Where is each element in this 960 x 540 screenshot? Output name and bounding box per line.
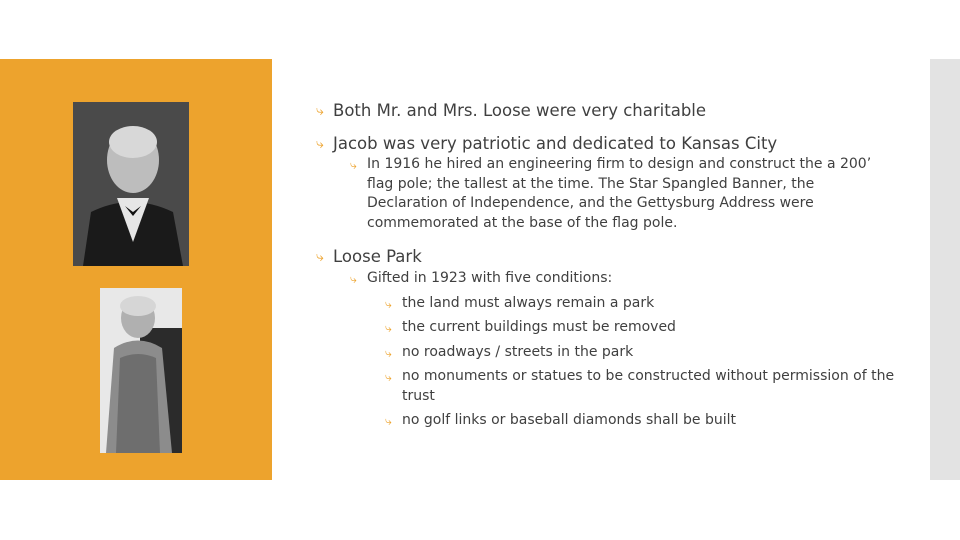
condition-item: ⤷ the land must always remain a park (385, 294, 896, 314)
bullet-gifted: ⤷ Gifted in 1923 with five conditions: (350, 269, 896, 289)
right-grey-bar (930, 59, 960, 480)
curved-arrow-bullet-icon: ⤷ (385, 296, 392, 311)
curved-arrow-bullet-icon: ⤷ (316, 103, 324, 119)
bullet-patriotic: ⤷ Jacob was very patriotic and dedicated to Kansas City (316, 134, 778, 153)
condition-item: ⤷ the current buildings must be removed (385, 318, 896, 338)
condition-item: ⤷ no golf links or baseball diamonds shall be built (385, 411, 896, 431)
condition-item: ⤷ no roadways / streets in the park (385, 343, 896, 363)
bullet-charitable: ⤷ Both Mr. and Mrs. Loose were very charitable (316, 101, 707, 120)
curved-arrow-bullet-icon: ⤷ (385, 321, 392, 335)
curved-arrow-bullet-icon: ⤷ (385, 370, 392, 384)
curved-arrow-bullet-icon: ⤷ (385, 414, 392, 428)
curved-arrow-bullet-icon: ⤷ (316, 136, 324, 152)
curved-arrow-bullet-icon: ⤷ (316, 249, 324, 265)
slide-content (316, 100, 896, 431)
curved-arrow-bullet-icon: ⤷ (350, 272, 357, 286)
portrait-photo-man (73, 102, 189, 266)
portrait-photo-woman (100, 288, 182, 453)
curved-arrow-bullet-icon: ⤷ (350, 158, 357, 172)
bullet-loose-park: ⤷ Loose Park (316, 247, 422, 266)
bullet-flag-pole: ⤷ In 1916 he hired an engineering firm to design and construct the a 200’ flag pole; the tallest at the time. The Star Spangled Banner, the Declaration of Independence, and the Gettysburg Address were commemorated at the base of the flag pole. (350, 156, 872, 231)
condition-item: ⤷ no monuments or statues to be constructed without permission of the trust (385, 368, 895, 404)
curved-arrow-bullet-icon: ⤷ (385, 345, 392, 360)
